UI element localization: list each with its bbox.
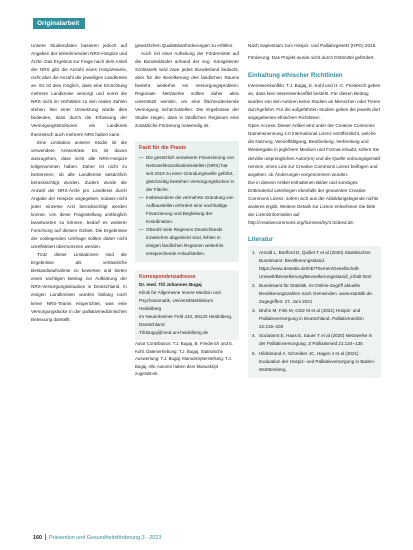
paragraph: gesetzlichen Qualitätsanforderungen zu erfüllen. — [135, 43, 234, 48]
practice-summary-list — [139, 154, 235, 259]
literature-heading: Literatur — [248, 235, 274, 243]
correspondence-address: Im Neuenheimer Feld 410, 69120 Heidelberg, Deutschland — [139, 314, 233, 328]
ethics-text: Interessenkonflikt. T.J. Bugaj, E. Kohl und H.-C. Friederich geben an, dass kein Interessenkonflikt besteht. Für diesen Beitrag wurden von den Autoren keine Studien an Menschen oder Tieren durchgeführt. Für die aufgeführten Studien gelten die jeweils dort angegebenen ethischen Richtlinien. — [248, 83, 381, 121]
license-note: Die in diesem Artikel enthaltenen Bilder und sonstiges Drittmaterial unterliegen ebenfalls der genannten Creative Commons Lizenz, sofern sich aus der Abbildungslegende nichts anderes ergibt. Weitere Details zur Lizenz entnehmen Sie bitte der Lizenzinformation auf http://creativecommons.org/licenses/by/4.0/deed.de. — [248, 179, 379, 225]
ethics-heading: Einhaltung ethischer Richtlinien — [248, 72, 343, 80]
paragraph: Auch mit einer Aufteilung der Fördermittel auf die Bundesländer anhand der sog. Königsteiner Schlüssels wird zwar jedes Bundesland bedacht, aber für die Bevölkerung des ländlichen Raums besteht weiterhin ein Versorgungsproblem. Regionale Netzwerke sollten daher aktiv unterstützt werden, um eine flächendeckende Versorgung sicherzustellen. Die Ergebnisse der Studie zeigen, dass in ländlichen Regionen eine zusätzliche Förderung notwendig ist. — [135, 51, 239, 129]
list-item: — Insbesondere die vermehrte Gründung von Aufbaustellen erfordert eine nachhaltige Finanzierung und Begleitung der Koordination. — [139, 194, 235, 226]
paragraph: Unsere Studiendaten basieren jedoch auf Angaben der teilnehmenden NRS-Hospize und Ärzte. Das Ergebnis zur Frage nach dem Anteil der NRS gibt die Anzahl eines Hospizteams, nicht aber die Anzahl der jeweiligen Landkreise an. Es ist also möglich, dass eine Einrichtung mehrere Landkreise versorgt und somit die NRS nicht im Verhältnis zu den realen Zahlen stehen. Bei einer Umsetzung würde dies bedeuten, dass durch die Erfassung der Versorgungsstrukturen ein Landkreis theoretisch auch mehrere NRS haben kann. — [31, 43, 127, 137]
article-type-badge: Originalarbeit — [33, 18, 85, 29]
open-access-note: Open Access. Dieser Artikel wird unter der Creative Commons Namensnennung 4.0 International Lizenz veröffentlicht, welche die Nutzung, Vervielfältigung, Bearbeitung, Verbreitung und Wiedergabe in jeglichem Medium und Format erlaubt, sofern Sie den/die ursprünglichen Autor(en) und die Quelle ordnungsgemäß nennen, einen Link zur Creative Commons Lizenz beifügen und angeben, ob Änderungen vorgenommen wurden. — [248, 123, 381, 177]
page-footer — [33, 534, 161, 541]
note-line: Förderung: Das Projekt wurde nicht durch Drittmittel gefördert. — [248, 55, 375, 61]
reference-item: 4. Sozialamt E, Haas E, Sauer T et al (2020) Netzwerke in der Palliativversorgung. Z Palliativmed 21:124–135 — [252, 333, 373, 347]
paragraph: Eine Limitation unserer Studie ist die verwendete Antwortrate. Es ist davon auszugehen, dass nicht alle NRS-Hospize teilgenommen haben. Daher ist nicht zu bestimmen, ob alle Landkreise tatsächlich berücksichtigt wurden. Zudem wurde die Anzahl der NRS-Ärzte pro Landkreis durch Angabe der Hospize angegeben, sodass nicht jeder einzelne Arzt berücksichtigt werden konnte. Um diese Fragestellung umfänglich beantworten zu können, bedarf es weiterer Forschung auf diesem Gebiet. Die Ergebnisse der vorliegenden Umfrage sollten daher nicht unreflektiert übernommen werden. — [31, 139, 127, 250]
correspondence-institution: Klinik für Allgemeine Innere Medizin und Psychosomatik, Universitätsklinikum Heidelberg — [139, 290, 221, 312]
literature-list — [252, 249, 377, 374]
correspondence-title: Korrespondenzadresse — [139, 274, 196, 281]
reference-item: 5. Hildebrand A, Schreiber JC, Hagen J et al (2021) Evaluation der Hospiz- und Palliativversorgung in Baden-Württemberg. — [252, 350, 376, 372]
correspondence-box — [135, 270, 239, 340]
literature-box — [248, 246, 381, 378]
reference-item: 2. Bundesamt für Statistik. Im Online-Zugriff aktuelle Bevölkerungszahlen nach Gemeinden. www.statistik.de. Zugegriffen: 27. Juni 2021 — [252, 283, 374, 305]
practice-summary-title: Fazit für die Praxis — [139, 144, 187, 151]
note-line: Nach Sapientiam zum Hospiz- und Palliativgesetz (HPG) 2015. — [248, 43, 377, 48]
reference-item: 3. Bruhn M, Fink M, Götz M et al (2021) Hospiz- und Palliativversorgung in Deutschland. Palliativmedizin 22:215–230 — [252, 308, 364, 330]
footer-divider — [45, 534, 46, 540]
journal-name: Prävention und Gesundheitsförderung 3 · 2023 — [49, 535, 162, 541]
correspondence-email[interactable]: Till.Bugaj@med.uni-heidelberg.de — [139, 330, 209, 336]
correspondence-name: Dr. med. Till Johannes Bugaj — [139, 282, 202, 288]
author-contribution: Autor Contribution: T.J. Bugaj, B. Friederich und E. Kohl. Datenerhebung: T.J. Bugaj. Statistische Auswertung: T.J. Bugaj. Manuskripterstellung: T.J. Bugaj. Alle Autoren haben dem Manuskript zugestimmt. — [135, 341, 234, 377]
text-column-middle — [135, 42, 239, 378]
text-column-left — [31, 42, 127, 324]
paragraph: Trotz dieser Limitationen sind die Ergebnisse als verlässliche Bestandsaufnahme zu bewerten und bieten einen wichtigen Beitrag zur Aufklärung der NRS-Versorgungssituation in Deutschland. In einigen Landkreisen wurden bislang noch keine NRS-Teams eingerichtet, was eine Versorgungslücke in der palliativmedizinischen Betreuung darstellt. — [31, 252, 127, 322]
practice-summary-box — [135, 141, 239, 263]
page-number: 160 — [33, 535, 42, 541]
text-column-right — [248, 42, 381, 378]
list-item: — Die gesetzlich verankerte Finanzierung von Netzwerkkoordinationsstellen (NRS) hat seit 2019 zu einer Gründungswelle geführt, gleichzeitig bestehen Versorgungslücken in der Fläche. — [139, 154, 235, 194]
reference-item: 1. Arnold L, Bedford D, Quillet T et al (2020) Statistisches Bundesamt. Bevölkerungsstand. https://www.destatis.de/DE/Themen/Gesellschaft-Umwelt/Bevoelkerung/Bevoelkerungsstand/_inhalt.html — [252, 249, 372, 280]
list-item: — Obwohl viele Regionen Deutschlands inzwischen abgedeckt sind, fehlen in einigen ländlichen Regionen weiterhin entsprechende Anlaufstellen. — [139, 226, 235, 258]
